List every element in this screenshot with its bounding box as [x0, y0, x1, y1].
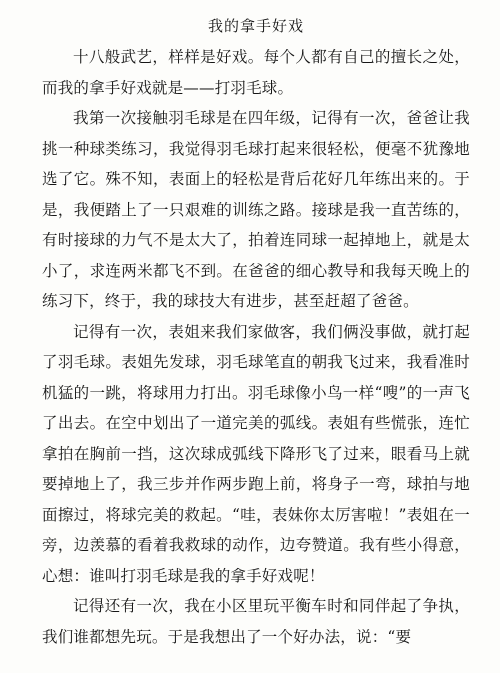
document-title: 我的拿手好戏: [207, 17, 304, 35]
paragraph-cousin-match: 记得有一次，表姐来我们家做客，我们俩没事做，就打起了羽毛球。表姐先发球，羽毛球笔直的朝我飞过来，我看准时机猛的一跳，将球用力打出。羽毛球像小鸟一样“嗖”的一声飞了出去。在空中划出了一道完美的弧线。表姐有些慌张，连忙拿拍在胸前一挡，这次球成弧线下降形飞了过来，眼看马上就要掉地上了，我三步并作两步跑上前，将身子一弯，球拍与地面擦过，将球完美的救起。“哇，表妹你太厉害啦！”表姐在一旁，边羡慕的看着我救球的动作，边夸赞道。我有些小得意，心想：谁叫打羽毛球是我的拿手好戏呢！: [42, 322, 470, 585]
paragraph-balance-car: 记得还有一次，我在小区里玩平衡车时和同伴起了争执，我们谁都想先玩。于是我想出了一个好办法，说：“要: [42, 597, 470, 646]
paragraph-first-contact: 我第一次接触羽毛球是在四年级，记得有一次，爸爸让我挑一种球类练习，我觉得羽毛球打起来很轻松，便毫不犹豫地选了它。殊不知，表面上的轻松是背后花好几年练出来的。于是，我便踏上了一只艰难的训练之路。接球是我一直苦练的，有时接球的力气不是太大了，拍着连同球一起掉地上，就是太小了，求连两米都飞不到。在爸爸的细心教导和我每天晚上的练习下，终于，我的球技大有进步，甚至赶超了爸爸。: [42, 109, 470, 310]
paragraph-intro: 十八般武艺，样样是好戏。每个人都有自己的擅长之处，而我的拿手好戏就是——打羽毛球。: [42, 48, 470, 97]
